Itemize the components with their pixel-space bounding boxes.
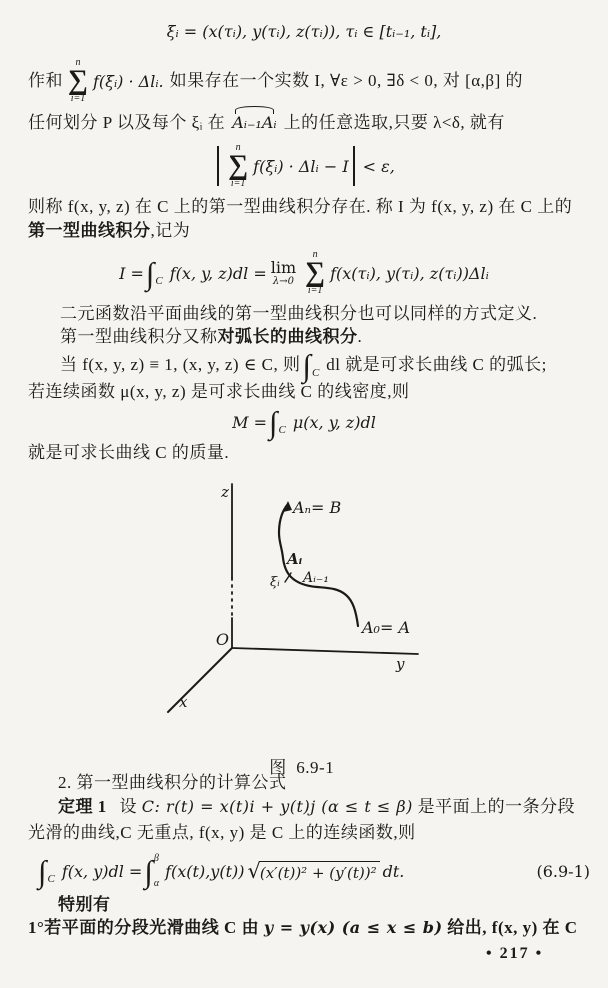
radical-symbol: √ bbox=[247, 858, 261, 883]
math-run: dt. bbox=[382, 861, 405, 881]
square-root bbox=[247, 858, 379, 883]
integral-subscript: C bbox=[155, 275, 163, 287]
radicand: (x′(t))² + (y′(t))² bbox=[259, 861, 380, 882]
point-label-An-B: Aₙ= B bbox=[293, 498, 342, 517]
paragraph-special bbox=[58, 894, 111, 915]
text-run: 就是可求长曲线 C 的质量. bbox=[28, 443, 230, 462]
integral-alpha-beta bbox=[144, 851, 163, 891]
paragraph-theorem1-line2 bbox=[28, 822, 594, 843]
limit-operator bbox=[271, 259, 296, 288]
caption-text: 图 6.9-1 bbox=[269, 758, 335, 778]
math-run: f(ξᵢ) · Δlᵢ. bbox=[92, 71, 164, 91]
lim-condition: λ→0 bbox=[272, 276, 294, 288]
paragraph-sum bbox=[28, 54, 594, 108]
integral-symbol: ∫ bbox=[144, 853, 153, 889]
x-axis bbox=[168, 648, 232, 712]
text-run: 光滑的曲线,C 无重点, f(x, y) 是 C 上的连续函数,则 bbox=[28, 823, 416, 842]
math-run: f(x, y)dl = bbox=[61, 861, 143, 881]
y-axis-label: y bbox=[396, 655, 405, 673]
sum-upper-limit: n bbox=[75, 56, 81, 68]
paragraph-then-called bbox=[28, 196, 594, 217]
integral-over-C bbox=[145, 255, 168, 291]
point-label-xi: ξᵢ bbox=[270, 575, 280, 590]
integral-symbol: ∫ bbox=[302, 347, 311, 383]
arc-segment-notation: Aᵢ₋₁Aᵢ bbox=[229, 113, 279, 132]
text-run: ,记为 bbox=[150, 221, 191, 240]
text-run: 上的任意选取,只要 λ<δ, 就有 bbox=[283, 113, 505, 132]
integral-over-C bbox=[269, 404, 291, 440]
summation-operator bbox=[305, 250, 325, 297]
formula-xi-definition bbox=[0, 22, 608, 41]
text-run: 第一型曲线积分又称 bbox=[60, 327, 218, 346]
sum-upper-limit: n bbox=[312, 248, 318, 260]
integral-subscript: C bbox=[311, 367, 320, 379]
integral-symbol: ∫ bbox=[269, 404, 278, 440]
bold-term: 对弧长的曲线积分 bbox=[217, 327, 358, 346]
sum-lower-limit: i=1 bbox=[70, 93, 86, 105]
text-run: 给出, f(x, y) 在 C bbox=[447, 918, 578, 937]
page-number bbox=[486, 945, 543, 963]
point-label-Ai: Aᵢ bbox=[287, 550, 303, 568]
text-run: 二元函数沿平面曲线的第一型曲线积分也可以同样的方式定义. bbox=[60, 304, 538, 323]
sum-upper-limit: n bbox=[235, 141, 241, 153]
left-absolute-bar bbox=[217, 146, 219, 186]
math-run: f(x, y, z)dl = bbox=[169, 263, 267, 283]
math-run: < ε, bbox=[362, 156, 395, 176]
math-run: C: r(t) = x(t)i + y(t)j (α ≤ t ≤ β) bbox=[141, 797, 413, 816]
formula-integral-definition bbox=[0, 246, 608, 300]
upper-limit: β bbox=[153, 853, 159, 864]
integral-limits bbox=[154, 851, 159, 891]
paragraph-theorem1-line1 bbox=[58, 796, 594, 817]
formula-6-9-1 bbox=[36, 848, 590, 894]
integral-over-C bbox=[38, 853, 60, 889]
paragraph-case1 bbox=[28, 917, 594, 938]
sigma-symbol: ∑ bbox=[68, 64, 88, 96]
point-label-A0-A: A₀= A bbox=[362, 618, 411, 637]
arrowhead-icon bbox=[283, 501, 292, 512]
text-run: 1°若平面的分段光滑曲线 C 由 bbox=[28, 918, 260, 937]
summation-operator bbox=[68, 58, 88, 105]
page-number-text: • 217 • bbox=[486, 945, 544, 962]
math-run: f(ξᵢ) · Δlᵢ − I bbox=[253, 156, 349, 176]
heading-text: 2. 第一型曲线积分的计算公式 bbox=[58, 773, 287, 792]
text-run: 如果存在一个实数 I, ∀ε > 0, ∃δ < 0, 对 [α,β] 的 bbox=[169, 71, 523, 91]
origin-label: O bbox=[215, 630, 229, 649]
bold-term: 第一型曲线积分 bbox=[28, 221, 151, 240]
math-run: f(x(t),y(t)) bbox=[165, 861, 245, 881]
z-axis-label: z bbox=[221, 483, 229, 501]
integral-subscript: C bbox=[47, 873, 55, 885]
text-run: 若连续函数 μ(x, y, z) 是可求长曲线 C 的线密度,则 bbox=[28, 382, 410, 401]
math-run: M = bbox=[232, 412, 268, 432]
sum-lower-limit: i=1 bbox=[307, 285, 323, 297]
summation-operator bbox=[228, 143, 248, 190]
text-run: 设 bbox=[119, 797, 137, 816]
right-absolute-bar bbox=[353, 146, 355, 186]
y-axis bbox=[232, 648, 418, 654]
paragraph-partition bbox=[28, 112, 594, 133]
formula-text: ξᵢ = (x(τᵢ), y(τᵢ), z(τᵢ)), τᵢ ∈ [tᵢ₋₁, tᵢ], bbox=[166, 22, 442, 41]
sigma-symbol: ∑ bbox=[305, 256, 326, 288]
integral-symbol: ∫ bbox=[38, 853, 47, 889]
math-run: I = bbox=[119, 263, 144, 283]
formula-inequality bbox=[0, 140, 608, 192]
lower-limit: α bbox=[153, 878, 160, 889]
point-label-Ai-1: Aᵢ₋₁ bbox=[303, 570, 329, 586]
integral-subscript: C bbox=[278, 424, 286, 436]
x-axis-label: x bbox=[179, 693, 188, 711]
paragraph-mass bbox=[28, 442, 229, 463]
text-run: 当 f(x, y, z) ≡ 1, (x, y, z) ∈ C, 则 bbox=[60, 355, 301, 375]
text-run: 是平面上的一条分段 bbox=[417, 797, 576, 816]
equation-number: (6.9-1) bbox=[536, 861, 590, 881]
paragraph-alias bbox=[60, 326, 362, 347]
text-run: 任何划分 P 以及每个 ξᵢ 在 bbox=[28, 113, 226, 132]
text-run: 作和 bbox=[28, 71, 63, 91]
formula-mass bbox=[0, 400, 608, 444]
sum-lower-limit: i=1 bbox=[230, 178, 246, 190]
math-run: μ(x, y, z)dl bbox=[292, 412, 376, 432]
integral-symbol: ∫ bbox=[145, 255, 155, 291]
math-run: f(x(τᵢ), y(τᵢ), z(τᵢ))Δlᵢ bbox=[330, 263, 489, 283]
text-run: . bbox=[357, 327, 363, 346]
math-run: y = y(x) (a ≤ x ≤ b) bbox=[263, 918, 443, 937]
section-heading bbox=[58, 772, 287, 793]
lim-word: lim bbox=[270, 257, 297, 277]
figure-6-9-1 bbox=[140, 476, 440, 718]
paragraph-term-name bbox=[28, 220, 594, 241]
sigma-symbol: ∑ bbox=[228, 149, 249, 181]
paragraph-planar-case bbox=[60, 303, 537, 324]
theorem-label: 定理 1 bbox=[58, 797, 107, 816]
text-run: dl 就是可求长曲线 C 的弧长; bbox=[326, 355, 547, 375]
integral-over-C bbox=[302, 347, 324, 383]
paragraph-arclength bbox=[60, 346, 600, 384]
text-run: 特别有 bbox=[58, 895, 111, 914]
text-run: 则称 f(x, y, z) 在 C 上的第一型曲线积分存在. 称 I 为 f(x, y, z) 在 C 上的 bbox=[28, 197, 573, 216]
